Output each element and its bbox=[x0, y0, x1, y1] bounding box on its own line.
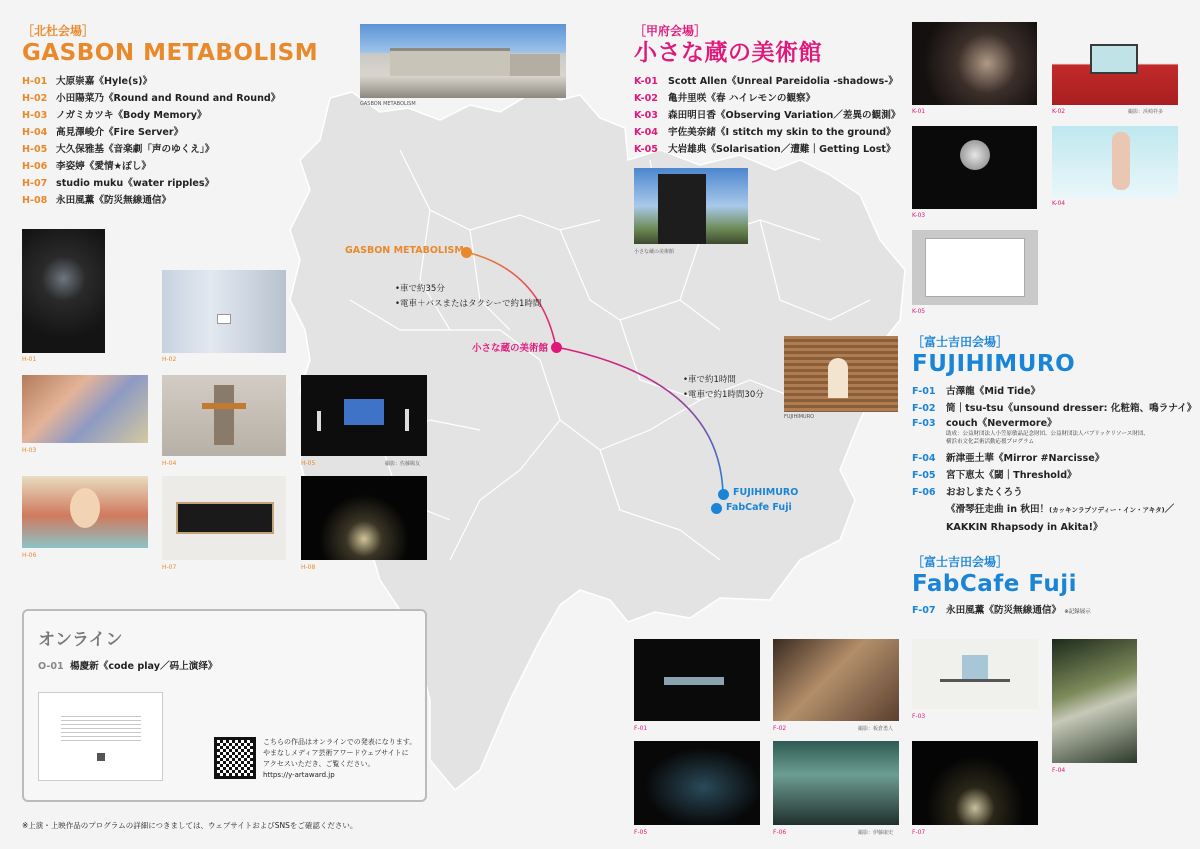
work-item-h06[interactable]: H-06 李姿婷《愛情★ぽし》 bbox=[22, 161, 151, 173]
work-item-k03[interactable]: K-03 森田明日香《Observing Variation／差異の観測》 bbox=[634, 110, 901, 122]
fabcafe-map-label[interactable]: FabCafe Fuji bbox=[726, 502, 792, 513]
travel-info-2b: •電車で約1時間30分 bbox=[683, 390, 764, 400]
travel-info-2 bbox=[683, 373, 764, 403]
kofu-dot[interactable] bbox=[551, 342, 562, 353]
fujihimuro-dot[interactable] bbox=[718, 489, 729, 500]
fujihimuro-map-label[interactable]: FUJIHIMURO bbox=[733, 487, 799, 498]
f03-support-note bbox=[946, 430, 1196, 446]
thumb-h04-caption: H-04 bbox=[162, 460, 177, 467]
thumb-f06[interactable] bbox=[773, 741, 899, 825]
work-item-f03[interactable]: F-03 couch《Nevermore》 bbox=[912, 418, 1057, 430]
thumb-h05[interactable] bbox=[301, 375, 427, 456]
kofu-venue-photo bbox=[634, 168, 748, 244]
thumb-k03[interactable] bbox=[912, 126, 1037, 209]
footnote: ※上演・上映作品のプログラムの詳細につきましては、ウェブサイトおよびSNSをご確認ください。 bbox=[22, 821, 358, 830]
fujihimuro-tag: ［富士吉田会場］ bbox=[912, 335, 1009, 349]
work-item-f02[interactable]: F-02 筒｜tsu-tsu《unsound dresser: 化粧箱、鳴ラナイ》 bbox=[912, 403, 1197, 415]
thumb-k03-caption: K-03 bbox=[912, 212, 926, 219]
thumb-h06[interactable] bbox=[22, 476, 148, 548]
kofu-work-list bbox=[634, 73, 900, 158]
fujihimuro-venue-photo bbox=[784, 336, 898, 412]
hokuto-section bbox=[22, 22, 318, 209]
thumb-h08-caption: H-08 bbox=[301, 564, 316, 571]
online-work-code: O-01 bbox=[38, 661, 64, 672]
thumb-h07[interactable] bbox=[162, 476, 286, 560]
thumb-k01-caption: K-01 bbox=[912, 108, 926, 115]
fujihimuro-title: FUJIHIMURO bbox=[912, 351, 1076, 377]
work-item-h02[interactable]: H-02 小田陽菜乃《Round and Round and Round》 bbox=[22, 93, 281, 105]
thumb-h03-caption: H-03 bbox=[22, 447, 37, 454]
thumb-h04[interactable] bbox=[162, 375, 286, 456]
online-url[interactable]: https://y-artaward.jp bbox=[263, 771, 335, 779]
f03-support-note-2: 横浜市文化芸術活動応援プログラム bbox=[946, 439, 1034, 446]
work-item-f01[interactable]: F-01 古澤龍《Mid Tide》 bbox=[912, 386, 1041, 398]
hokuto-title: GASBON METABOLISM bbox=[22, 40, 319, 66]
thumb-k04-caption: K-04 bbox=[1052, 200, 1066, 207]
travel-info-1a: •車で約35分 bbox=[395, 284, 445, 294]
thumb-f02-credit: 撮影：板倉勇人 bbox=[858, 726, 894, 732]
online-section bbox=[22, 609, 427, 802]
work-item-h08[interactable]: H-08 永田風薫《防災無線通信》 bbox=[22, 195, 172, 207]
work-item-k01[interactable]: K-01 Scott Allen《Unreal Pareidolia -shadows-》 bbox=[634, 76, 898, 88]
online-desc-1: こちらの作品はオンラインでの発表になります。 bbox=[263, 738, 417, 746]
qr-code[interactable] bbox=[214, 737, 256, 779]
thumb-k05-caption: K-05 bbox=[912, 308, 926, 315]
fujihimuro-work-list-2 bbox=[912, 450, 1196, 536]
thumb-h02-caption: H-02 bbox=[162, 356, 177, 363]
thumb-f05-caption: F-05 bbox=[634, 829, 648, 836]
work-item-k04[interactable]: K-04 宇佐美奈緒《I stitch my skin to the ground》 bbox=[634, 127, 896, 139]
travel-info-2a: •車で約1時間 bbox=[683, 375, 736, 385]
thumb-f06-caption: F-06 bbox=[773, 829, 787, 836]
hokuto-tag: ［北杜会場］ bbox=[22, 24, 95, 38]
work-item-k05[interactable]: K-05 大岩雄典《Solarisation／遭難｜Getting Lost》 bbox=[634, 144, 896, 156]
kofu-photo-caption: 小さな蔵の美術館 bbox=[634, 249, 675, 255]
travel-info-1 bbox=[395, 282, 541, 312]
thumb-h02[interactable] bbox=[162, 270, 286, 353]
gasbon-photo-caption: GASBON METABOLISM bbox=[360, 101, 416, 107]
thumb-f02[interactable] bbox=[773, 639, 899, 721]
work-item-f04[interactable]: F-04 新津亜土華《Mirror #Narcisse》 bbox=[912, 453, 1105, 465]
work-item-h01[interactable]: H-01 大原崇嘉《Hyle(s)》 bbox=[22, 76, 153, 88]
thumb-f01-caption: F-01 bbox=[634, 725, 648, 732]
f03-support-note-1: 助成：公益財団法人小笠原敏晶記念財団、公益財団法人パブリックリソース財団、 bbox=[946, 431, 1149, 438]
online-work-item[interactable] bbox=[38, 658, 218, 672]
kofu-title: 小さな蔵の美術館 bbox=[634, 40, 822, 66]
kofu-map-label[interactable]: 小さな蔵の美術館 bbox=[472, 343, 549, 354]
work-item-f06[interactable]: F-06 おおしまたくろう bbox=[912, 487, 1023, 499]
travel-info-1b: •電車＋バスまたはタクシーで約1時間 bbox=[395, 299, 542, 309]
online-screenshot[interactable] bbox=[38, 692, 163, 781]
work-item-f05[interactable]: F-05 宮下恵太《閾｜Threshold》 bbox=[912, 470, 1077, 482]
fabcafe-title: FabCafe Fuji bbox=[912, 571, 1078, 597]
online-work-title: 楊慶新《code play／码上演绎》 bbox=[70, 661, 218, 672]
thumb-h05-caption: H-05 bbox=[301, 460, 316, 467]
work-item-h03[interactable]: H-03 ノガミカツキ《Body Memory》 bbox=[22, 110, 207, 122]
fabcafe-tag: ［富士吉田会場］ bbox=[912, 555, 1009, 569]
fujihimuro-photo-caption: FUJIHIMURO bbox=[784, 414, 815, 420]
gasbon-map-label[interactable]: GASBON METABOLISM bbox=[345, 245, 464, 256]
thumb-f04[interactable] bbox=[1052, 639, 1137, 763]
thumb-k05[interactable] bbox=[912, 230, 1038, 305]
hokuto-work-list bbox=[22, 73, 318, 209]
kofu-section bbox=[634, 22, 900, 158]
fujihimuro-section bbox=[912, 333, 1196, 536]
thumb-f01[interactable] bbox=[634, 639, 760, 721]
kofu-tag: ［甲府会場］ bbox=[634, 24, 707, 38]
thumb-f02-caption: F-02 bbox=[773, 725, 787, 732]
online-title: オンライン bbox=[38, 630, 123, 650]
online-desc-3: アクセスいただき、ご覧ください。 bbox=[263, 760, 375, 768]
thumb-k02-caption: K-02 bbox=[1052, 108, 1066, 115]
work-item-f06-line2: 《滑琴狂走曲 in 秋田！(カッキンラプソディー・イン・アキタ)／ bbox=[946, 504, 1175, 516]
thumb-h06-caption: H-06 bbox=[22, 552, 37, 559]
thumb-h03[interactable] bbox=[22, 375, 148, 443]
thumb-f05[interactable] bbox=[634, 741, 760, 825]
thumb-k02[interactable] bbox=[1052, 22, 1178, 105]
gasbon-venue-photo bbox=[360, 24, 566, 98]
thumb-h08[interactable] bbox=[301, 476, 427, 560]
fabcafe-work-list bbox=[912, 602, 1091, 621]
work-item-f06-line3: KAKKIN Rhapsody in Akita!》 bbox=[946, 522, 1103, 534]
online-desc-2: やまなしメディア芸術アワードウェブサイトに bbox=[263, 749, 409, 757]
f07-note: ※記録展示 bbox=[1064, 609, 1091, 616]
work-item-k02[interactable]: K-02 亀井里咲《春 ハイレモンの観察》 bbox=[634, 93, 816, 105]
online-description bbox=[263, 737, 416, 781]
work-item-h05[interactable]: H-05 大久保雅基《音楽劇「声のゆくえ」》 bbox=[22, 144, 215, 156]
thumb-h01[interactable] bbox=[22, 229, 105, 353]
thumb-f06-credit: 撮影：伊藤康史 bbox=[858, 830, 894, 836]
thumb-k01[interactable] bbox=[912, 22, 1037, 105]
thumb-f04-caption: F-04 bbox=[1052, 767, 1066, 774]
thumb-f07-caption: F-07 bbox=[912, 829, 926, 836]
fabcafe-dot[interactable] bbox=[711, 503, 722, 514]
work-item-h04[interactable]: H-04 高見澤峻介《Fire Server》 bbox=[22, 127, 184, 139]
thumb-h07-caption: H-07 bbox=[162, 564, 177, 571]
thumb-h05-credit: 撮影：佐藤陽友 bbox=[385, 461, 421, 467]
thumb-k04[interactable] bbox=[1052, 126, 1178, 197]
thumb-k02-credit: 撮影：浜崎祥多 bbox=[1128, 109, 1164, 115]
fabcafe-section bbox=[912, 553, 1091, 621]
thumb-f03-caption: F-03 bbox=[912, 713, 926, 720]
work-item-h07[interactable]: H-07 studio muku《water ripples》 bbox=[22, 178, 215, 190]
work-item-f07[interactable]: F-07 永田風薫《防災無線通信》 ※記録展示 bbox=[912, 605, 1091, 617]
fujihimuro-work-list bbox=[912, 383, 1196, 430]
thumb-h01-caption: H-01 bbox=[22, 356, 37, 363]
thumb-f07[interactable] bbox=[912, 741, 1038, 825]
thumb-f03[interactable] bbox=[912, 639, 1038, 709]
